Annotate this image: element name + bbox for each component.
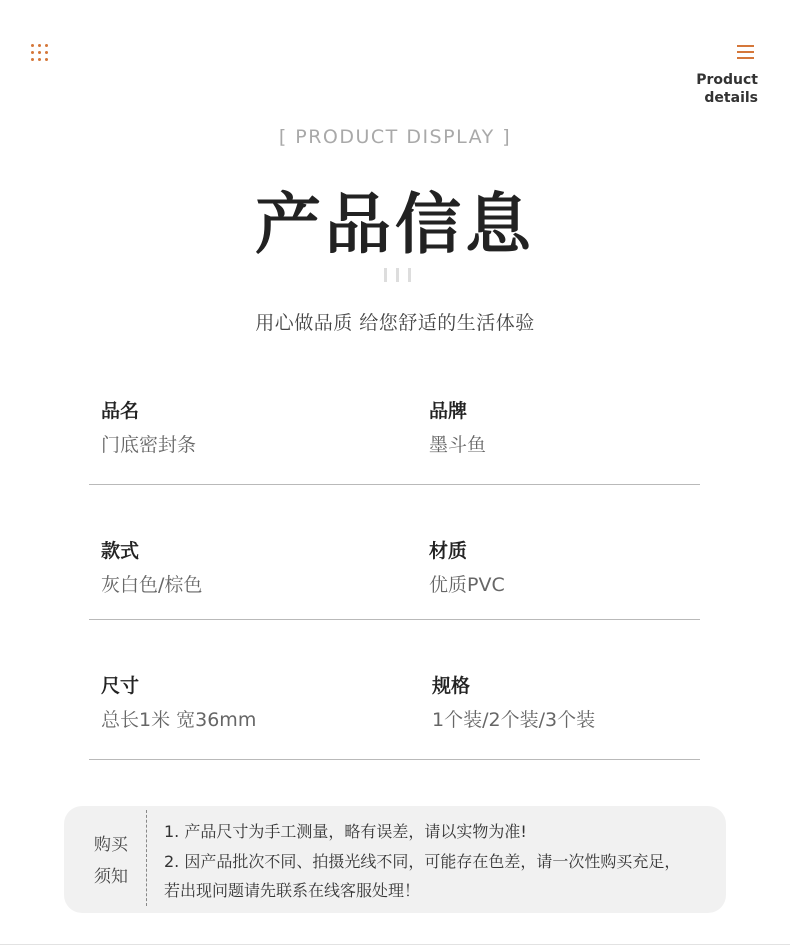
notice-separator <box>146 810 147 906</box>
product-details-label-line1: Product <box>696 72 758 88</box>
hamburger-menu-icon[interactable] <box>737 45 754 59</box>
notice-label-line1: 购买 <box>94 835 128 855</box>
attr-style-value: 灰白色/棕色 <box>101 574 203 596</box>
bottom-divider <box>0 944 790 945</box>
notice-label <box>94 829 134 893</box>
notice-line-1: 1. 产品尺寸为手工测量，略有误差，请以实物为准! <box>164 822 527 841</box>
purchase-notice <box>64 806 726 913</box>
attr-name-value: 门底密封条 <box>101 434 197 456</box>
attr-material-label: 材质 <box>429 540 468 562</box>
attr-spec-value: 1个装/2个装/3个装 <box>432 709 596 731</box>
product-details-label-line2: details <box>704 90 758 106</box>
attr-size-label: 尺寸 <box>101 675 140 697</box>
page-title: 产品信息 <box>255 186 535 263</box>
attr-material-value: 优质PVC <box>429 574 505 596</box>
notice-line-2: 2. 因产品批次不同、拍摄光线不同，可能存在色差，请一次性购买充足， <box>164 852 681 871</box>
section-subtitle: [ PRODUCT DISPLAY ] <box>278 126 512 148</box>
attr-brand-value: 墨斗鱼 <box>429 434 487 456</box>
decorative-bars <box>384 268 412 282</box>
notice-label-line2: 须知 <box>94 867 128 887</box>
dots-grid-icon[interactable] <box>31 44 51 62</box>
row-divider <box>89 484 700 485</box>
attr-style-label: 款式 <box>101 540 140 562</box>
attr-size-value: 总长1米 宽36mm <box>101 709 257 731</box>
row-divider <box>89 759 700 760</box>
notice-line-3: 若出现问题请先联系在线客服处理！ <box>164 881 421 900</box>
product-details-label <box>638 71 758 107</box>
attr-spec-label: 规格 <box>432 675 471 697</box>
attr-brand-label: 品牌 <box>429 400 468 422</box>
attr-name-label: 品名 <box>101 400 140 422</box>
tagline: 用心做品质 给您舒适的生活体验 <box>255 312 535 334</box>
row-divider <box>89 619 700 620</box>
